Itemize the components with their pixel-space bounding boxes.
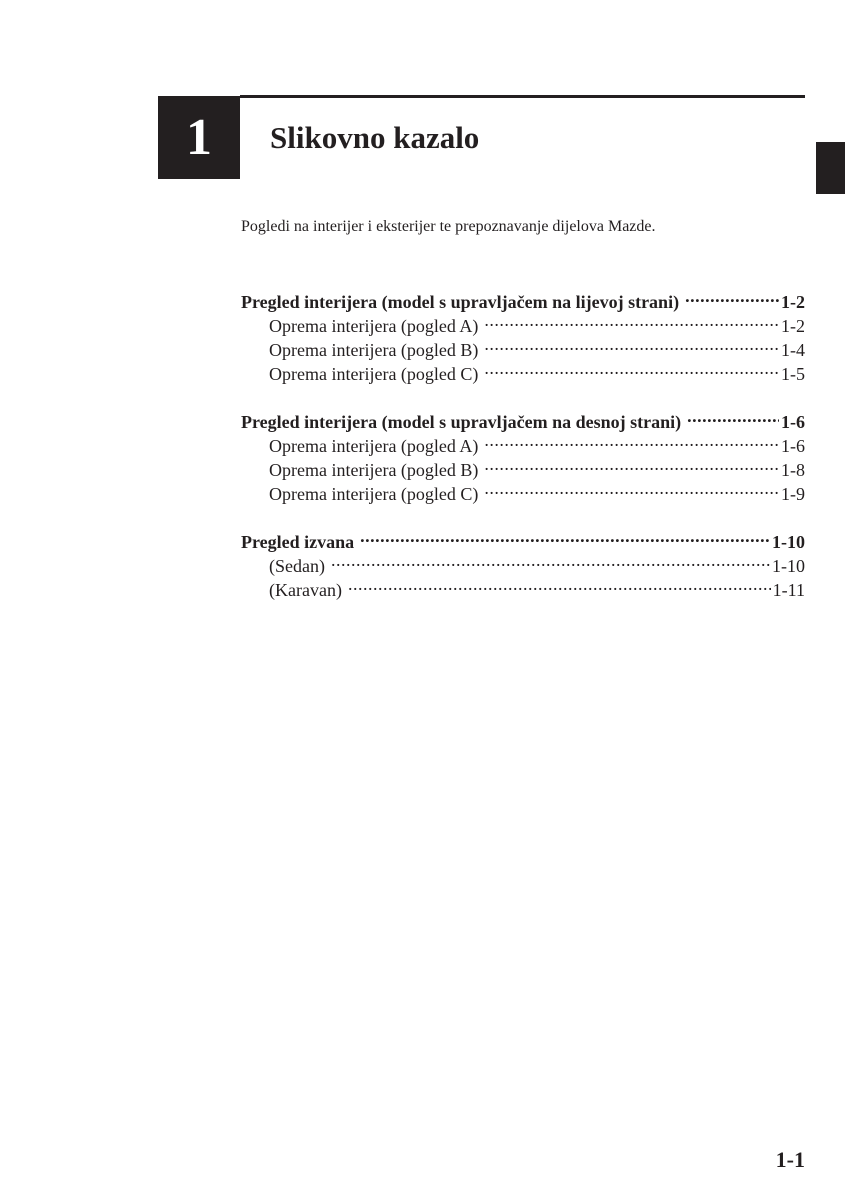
toc-dot-leader: [348, 572, 771, 596]
toc-page-ref: 1-6: [781, 412, 805, 432]
toc-entry-label: Oprema interijera (pogled A): [269, 436, 479, 456]
chapter-side-tab: [816, 142, 845, 194]
toc-entry-label: Oprema interijera (pogled C): [269, 484, 479, 504]
toc-section: [241, 524, 805, 600]
toc-page-ref: 1-9: [781, 484, 805, 504]
toc-heading-label: Pregled interijera (model s upravljačem na desnoj strani): [241, 412, 682, 432]
toc-dot-leader: [484, 332, 779, 356]
toc-heading-link[interactable]: [241, 404, 805, 432]
toc-dot-leader: [484, 452, 779, 476]
toc-entry-label: Oprema interijera (pogled A): [269, 316, 479, 336]
toc-page-ref: 1-2: [781, 316, 805, 336]
toc-entry-label: Oprema interijera (pogled C): [269, 364, 479, 384]
toc-entry-label: (Sedan): [269, 556, 325, 576]
table-of-contents: [241, 284, 805, 620]
toc-dot-leader: [331, 548, 770, 572]
toc-page-ref: 1-5: [781, 364, 805, 384]
toc-page-ref: 1-10: [772, 532, 805, 552]
toc-page-ref: 1-8: [781, 460, 805, 480]
chapter-number: 1: [158, 96, 240, 179]
toc-entry-label: Oprema interijera (pogled B): [269, 340, 479, 360]
page-number: 1-1: [775, 1147, 805, 1172]
toc-dot-leader: [687, 404, 779, 428]
chapter-title: Slikovno kazalo: [270, 120, 480, 155]
toc-page-ref: 1-6: [781, 436, 805, 456]
toc-page-ref: 1-11: [772, 580, 805, 600]
toc-heading-label: Pregled interijera (model s upravljačem na lijevoj strani): [241, 292, 680, 312]
toc-entry-label: (Karavan): [269, 580, 342, 600]
toc-entry-label: Oprema interijera (pogled B): [269, 460, 479, 480]
chapter-rule: [240, 95, 805, 98]
toc-section: [241, 284, 805, 384]
toc-dot-leader: [685, 284, 779, 308]
toc-page-ref: 1-10: [772, 556, 805, 576]
toc-page-ref: 1-2: [781, 292, 805, 312]
toc-dot-leader: [360, 524, 770, 548]
toc-page-ref: 1-4: [781, 340, 805, 360]
toc-dot-leader: [484, 428, 779, 452]
toc-heading-label: Pregled izvana: [241, 532, 355, 552]
toc-heading-link[interactable]: [241, 524, 805, 552]
toc-dot-leader: [484, 476, 779, 500]
toc-section: [241, 404, 805, 504]
toc-heading-link[interactable]: [241, 284, 805, 312]
toc-dot-leader: [484, 356, 779, 380]
toc-dot-leader: [484, 308, 779, 332]
chapter-intro: Pogledi na interijer i eksterijer te prepoznavanje dijelova Mazde.: [241, 218, 656, 235]
